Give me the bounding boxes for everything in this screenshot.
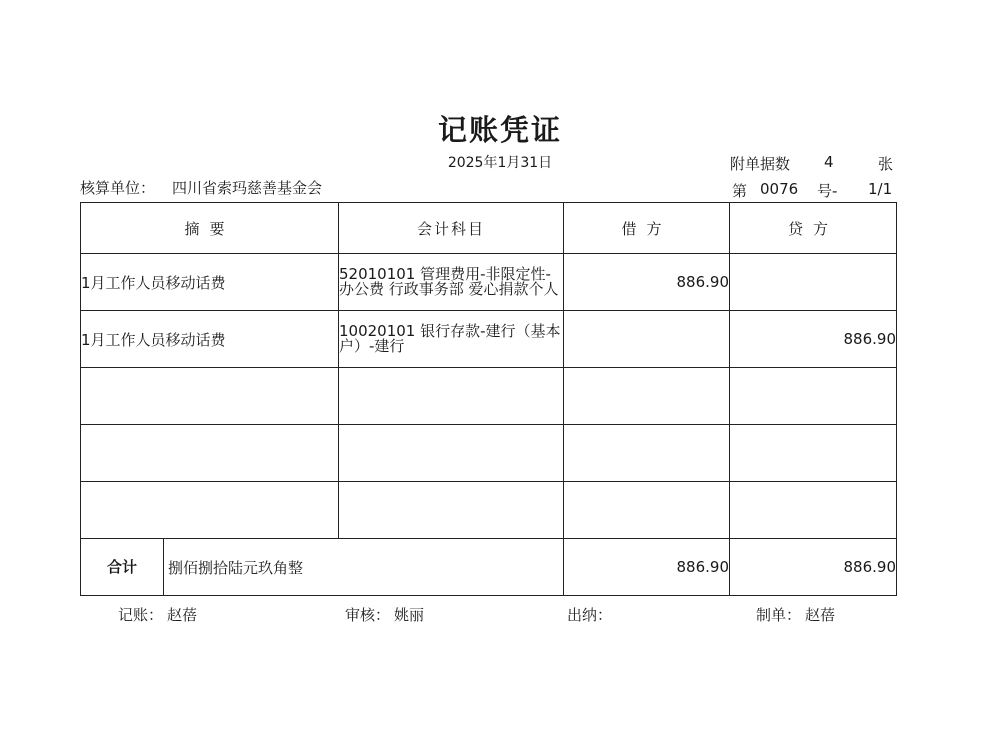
voucher-no-prefix: 第	[732, 182, 748, 200]
entry-debit: 886.90	[564, 254, 730, 311]
total-credit: 886.90	[730, 539, 897, 596]
voucher-date: 2025年1月31日	[447, 155, 553, 171]
attachments-unit: 张	[878, 155, 894, 173]
table-header-row	[81, 203, 897, 254]
total-row	[81, 539, 897, 596]
signature-bookkeeper	[118, 604, 201, 625]
entry-credit	[730, 482, 897, 539]
entry-credit: 886.90	[730, 311, 897, 368]
total-cell	[81, 539, 564, 596]
table-row	[81, 368, 897, 425]
table-row	[81, 254, 897, 311]
entry-summary	[81, 482, 339, 539]
reviewer-name: 姚丽	[394, 606, 425, 624]
entry-account: 10020101 银行存款-建行（基本户）-建行	[339, 311, 564, 368]
bookkeeper-name: 赵蓓	[167, 606, 198, 624]
entry-credit	[730, 254, 897, 311]
voucher-no-suffix: 号-	[817, 182, 838, 200]
unit-label: 核算单位：	[80, 179, 156, 197]
total-label: 合计	[81, 539, 164, 595]
entry-summary: 1月工作人员移动话费	[81, 311, 339, 368]
voucher-title: 记账凭证	[437, 113, 562, 147]
bookkeeper-label: 记账：	[118, 606, 164, 624]
unit-name: 四川省索玛慈善基金会	[172, 179, 323, 197]
preparer-label: 制单：	[756, 606, 802, 624]
entry-account	[339, 368, 564, 425]
entry-summary: 1月工作人员移动话费	[81, 254, 339, 311]
entry-account: 52010101 管理费用-非限定性-办公费 行政事务部 爱心捐款个人	[339, 254, 564, 311]
signature-cashier	[567, 604, 620, 625]
preparer-name: 赵蓓	[805, 606, 836, 624]
entry-debit	[564, 311, 730, 368]
signature-preparer	[756, 604, 839, 625]
total-debit: 886.90	[564, 539, 730, 596]
entry-credit	[730, 425, 897, 482]
reviewer-label: 审核：	[345, 606, 391, 624]
cashier-label: 出纳：	[567, 606, 613, 624]
entry-debit	[564, 482, 730, 539]
header-debit: 借方	[564, 203, 730, 254]
voucher-no-value: 0076	[760, 180, 799, 198]
header-credit: 贷方	[730, 203, 897, 254]
table-row	[81, 482, 897, 539]
voucher-table	[80, 202, 897, 596]
entry-credit	[730, 368, 897, 425]
table-row	[81, 311, 897, 368]
signature-reviewer	[345, 604, 428, 625]
header-summary: 摘要	[81, 203, 339, 254]
voucher-page-count: 1/1	[868, 180, 893, 198]
entry-summary	[81, 425, 339, 482]
entry-account	[339, 482, 564, 539]
entry-debit	[564, 368, 730, 425]
entry-summary	[81, 368, 339, 425]
table-row	[81, 425, 897, 482]
attachments-label: 附单据数	[730, 155, 791, 173]
entry-debit	[564, 425, 730, 482]
total-amount-words: 捌佰捌拾陆元玖角整	[168, 558, 304, 577]
attachments-count: 4	[824, 153, 834, 171]
header-account: 会计科目	[339, 203, 564, 254]
entry-account	[339, 425, 564, 482]
